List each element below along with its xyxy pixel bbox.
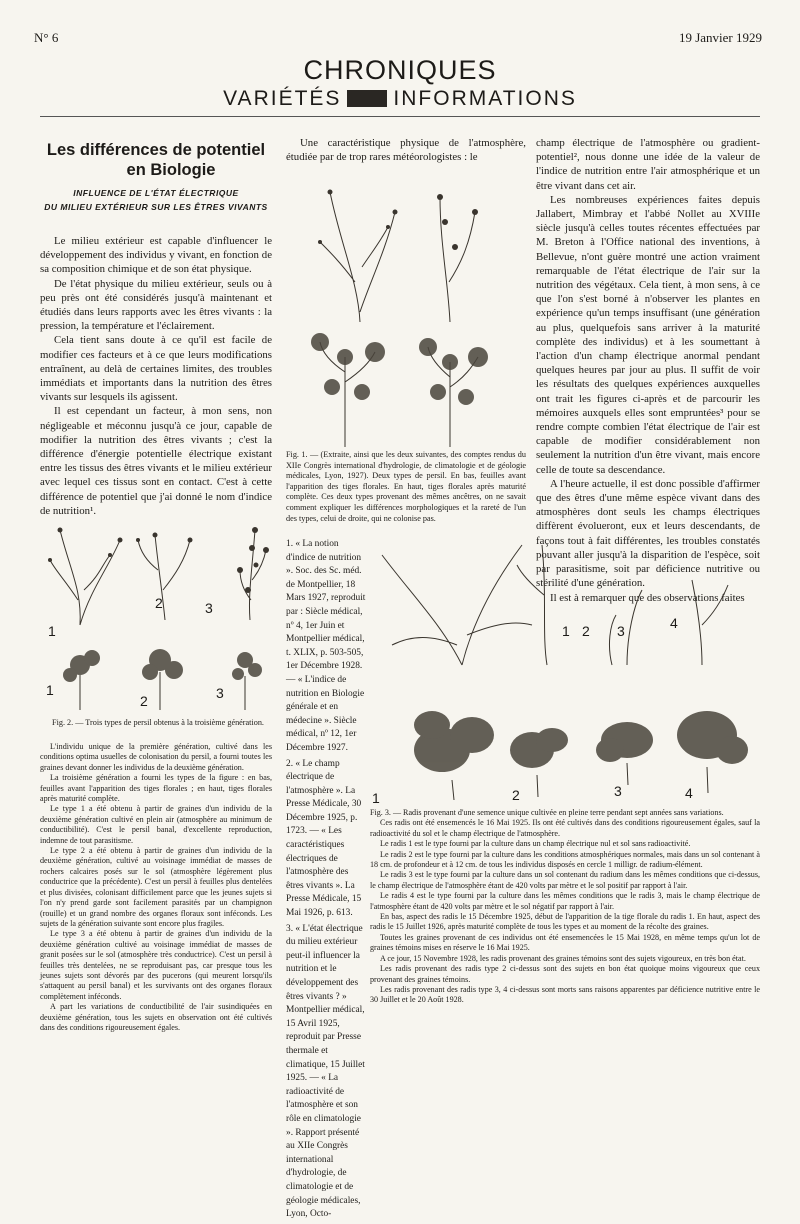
fig3-label: 1 xyxy=(372,790,380,806)
figure-1-caption: Fig. 1. — (Extraite, ainsi que les deux suivantes, des comptes rendus du XIIe Congrès international d'hydrologie, de climatologie et de géologie médicales, Lyon, 1927). Deux types de persil. En bas, feuilles avant l'apparition des tiges florales. En haut, tiges florales après maturité complète. Ces deux types provenant des mêmes ancêtres, on ne savait comment expliquer les différences morphologiques et la rareté de l'un des types, celui de droite, qui ne colonise pas. xyxy=(286,450,526,523)
fig3-paragraph: Les radis provenant des radis type 3, 4 ci-dessus sont morts sans raisons apparentes par déficience nutritive entre le 30 Juillet et le 20 Août 1928. xyxy=(370,984,760,1005)
fig3-paragraph: Toutes les graines provenant de ces individus ont été ensemencées le 15 Mai 1928, en même temps qu'un lot de graines témoins mises en réserve le 16 Mai 1925. xyxy=(370,932,760,953)
col1-small-paragraph: Le type 1 a été obtenu à partir de graines d'un individu de la deuxième génération cultivé en plein air (atmosphère au minimum de conductibilité). C'est le persil banal, d'excellente reproduction, indemne de tout parasitisme. xyxy=(40,804,272,845)
fig3-label: 4 xyxy=(670,615,678,631)
fig2-label: 1 xyxy=(46,682,54,698)
col1-paragraph: Le milieu extérieur est capable d'influencer le développement des individus y vivant, en fonction de sa composition chimique et de son état physique. xyxy=(40,235,272,276)
col1-paragraph: De l'état physique du milieu extérieur, seuls ou à peu près ont été considérés jusqu'à maintenant et étudiés dans leurs rapports avec les êtres vivants : la pression, la température et l'éclairement. xyxy=(40,277,272,333)
col1-body xyxy=(40,234,272,518)
col1-small-paragraph: Le type 2 a été obtenu à partir de graines d'un individu de la deuxième génération, cultivé au voisinage immédiat de masses de rochers calcaires posés sur le sol (atmosphère légèrement plus conductrice que la précédente). C'est un persil à feuilles plus dentelées et plus divisées, colonisant difficilement parce que les jeunes sujets si l'on n'y prend garde sont facilement parasités par un champignon (rouille) et un grand nombre des organes floraux sont inféconds. Les sujets de la génération suivante sont encore plus fragiles. xyxy=(40,846,272,928)
col1-small-text xyxy=(40,742,272,1033)
fig3-label: 1 xyxy=(562,623,570,639)
fig2-label: 2 xyxy=(140,693,148,709)
fig2-label: 2 xyxy=(155,595,163,611)
fig3-label: 4 xyxy=(685,785,693,801)
fig3-paragraph: Le radis 3 est le type fourni par la culture dans un sol contenant du radium dans les mêmes conditions que ci-dessus, le champ électrique de l'atmosphère étant de 420 volts par mètre et le sol positif par rapport à l'air. xyxy=(370,870,760,890)
fig3-paragraph: En bas, aspect des radis le 15 Décembre 1925, début de l'apparition de la tige florale du radis 1. En haut, aspect des radis le 15 Juillet 1926, après maturité complète de tous les types et au moment de la récolte des graines. xyxy=(370,912,760,932)
fig2-label: 3 xyxy=(216,685,224,701)
col3-paragraph: Il est à remarquer que des observations faites xyxy=(550,591,745,604)
fig3-label: 3 xyxy=(614,783,622,799)
fig2-label: 3 xyxy=(205,600,213,616)
fig3-paragraph: Le radis 1 est le type fourni par la culture dans un champ électrique nul et sol sans radioactivité. xyxy=(380,839,691,849)
col1-small-paragraph: Le type 3 a été obtenu à partir de graines d'un individu de la deuxième génération cultivé au voisinage immédiat de masses de granit posées sur le sol (atmosphère très conductrice). C'est un persil à feuilles très dentelées, ne se reproduisant pas, car presque tous les jeunes sujets sont dévorés par des pucerons (qui meurent lorsqu'ils s'attaquent au persil banal) et les survivants ont des organes floraux complètement inféconds. xyxy=(40,929,272,1001)
fig3-label: 3 xyxy=(617,623,625,639)
figure-2-caption: Fig. 2. — Trois types de persil obtenus à la troisième génération. xyxy=(52,718,264,727)
footnotes xyxy=(286,538,366,1224)
figure-3-text xyxy=(370,808,760,1006)
col1-paragraph: Il est cependant un facteur, à mon sens, non négligeable et méconnu jusqu'à ce jour, capable de modifier la nutrition des êtres vivants ; c'est la différence d'énergie potentielle électrique existant entre les tissus des êtres vivants et le milieu extérieur avec lequel ces tissus sont en contact. C'est à cette différence de potentiel que j'ai donné le nom d'indice de nutrition¹. xyxy=(40,405,272,517)
article-title-line1: Les différences de potentiel xyxy=(46,141,266,159)
fig3-label: 2 xyxy=(582,623,590,639)
article-kicker-line2: DU MILIEU EXTÉRIEUR SUR LES ÊTRES VIVANTS xyxy=(44,202,268,212)
col2-intro-paragraph: Une caractéristique physique de l'atmosphère, étudiée par de trop rares météorologistes : le xyxy=(286,137,526,164)
masthead-subtitle xyxy=(0,87,800,111)
masthead-emblem-icon xyxy=(347,90,387,107)
col3-paragraph: champ électrique de l'atmosphère ou gradient-potentiel², nous donne une idée de la valeur de l'indice de nutrition entre l'air atmosphérique et un être vivant dans cet air. xyxy=(536,137,760,192)
figure-3-illustration xyxy=(372,535,760,805)
fig3-paragraph: Les radis provenant des radis type 2 ci-dessus sont des sujets en bon état quoique moins vigoureux que ceux provenant des graines témoins. xyxy=(370,964,760,984)
masthead-title: CHRONIQUES xyxy=(303,55,497,85)
col2-intro xyxy=(286,136,526,164)
figure-1-illustration xyxy=(300,172,520,447)
fig3-paragraph: Le radis 2 est le type fourni par la culture dans les conditions atmosphériques normales, mais dans un sol contenant à 18 cm. de profondeur et à 12 cm. de tous les individus disposés en cercle 1 milligr. de radium-élément. xyxy=(370,849,760,870)
masthead-right: INFORMATIONS xyxy=(393,87,577,110)
col1-small-paragraph: A part les variations de conductibilité de l'air susindiquées en deuxième génération, tous les sujets en observation ont été cultivés dans des conditions rigoureusement égales. xyxy=(40,1002,272,1032)
masthead-rule xyxy=(40,116,760,117)
article-title-block xyxy=(40,140,272,214)
figure-3-caption: Fig. 3. — Radis provenant d'une semence unique cultivée en pleine terre pendant sept années sans variations. xyxy=(370,808,724,817)
fig3-paragraph: A ce jour, 15 Novembre 1928, les radis provenant des graines témoins sont des sujets vigoureux, en très bon état. xyxy=(380,953,746,963)
article-kicker-line1: INFLUENCE DE L'ÉTAT ÉLECTRIQUE xyxy=(73,188,239,198)
fig3-paragraph: Le radis 4 est le type fourni par la culture dans les mêmes conditions que le radis 3, mais le champ électrique de l'atmosphère étant de 420 volts par mètre et le sol négatif par rapport à l'air. xyxy=(370,891,760,911)
masthead-left: VARIÉTÉS xyxy=(223,87,342,110)
figure-3-drawing xyxy=(372,535,760,805)
col3-paragraph: Les nombreuses expériences faites depuis Jallabert, Mimbray et l'abbé Nollet au XVIIIe siècle jusqu'à celles toutes récentes effectuées par M. Breton à l'Office national des inventions, à Bellevue, n'ont guère montré une action vraiment remarquable de l'état électrique de l'air sur la nutrition des végétaux. Cela tient, à mon sens, à ce que l'on s'est borné à n'observer les plantes en expérience qu'un temps insuffisant (une génération au plus, quelquefois sans arriver à la maturité complète des individus) et à les soumettant à l'action d'un champ électrique anormal pendant quelques heures par jour au plus. Il suffit de voir les résultats des quelques expériences auxquelles ont trait les figures ci-après et de parcourir les mémoires auxquels elles sont empruntées³ pour se rendre compte combien l'état électrique de l'air est capable de modifier considérablement non seulement la nutrition d'un être vivant, mais encore celle de toute sa descendance. xyxy=(536,193,760,476)
col1-paragraph: Cela tient sans doute à ce qu'il est facile de modifier ces facteurs et à ce que leurs modifications entraînent, au delà de certaines limites, des troubles immédiats et importants dans la nutrition des êtres vivants sur lesquels ils agissent. xyxy=(40,334,272,404)
figure-1-drawing xyxy=(300,172,520,447)
fig2-label: 1 xyxy=(48,623,56,639)
figure-2-drawing xyxy=(40,510,280,715)
issue-date: 19 Janvier 1929 xyxy=(678,30,762,45)
figure-2-illustration xyxy=(40,510,280,715)
fig3-label: 2 xyxy=(512,787,520,803)
footnote: 3. « L'état électrique du milieu extérieur peut-il influencer la nutrition et le développement des êtres vivants ? » Montpellier médical, 15 Avril 1925, reproduit par Presse thermale et climatique, 15 Juillet 1925. — « La radioactivité de l'atmosphère et son rôle en climatologie ». Rapport présenté au XIIe Congrès international d'hydrologie, de climatologie et de géologie médicales, Lyon, Octo- xyxy=(286,923,365,1220)
fig3-paragraph: Ces radis ont été ensemencés le 16 Mai 1925. Ils ont été cultivés dans des conditions rigoureusement égales, sauf la radioactivité du sol et le champ électrique de l'atmosphère. xyxy=(370,818,760,838)
col1-small-paragraph: La troisième génération a fourni les types de la figure : en bas, feuilles avant l'apparition des tiges florales ; en haut, tiges florales après maturité complète. xyxy=(40,773,272,804)
col3-paragraph: A l'heure actuelle, il est donc possible d'affirmer que des êtres d'une même espèce vivant dans des atmosphères dont seuls les champs électriques diffèrent évolueront, eux et leurs descendants, de façons tout à fait différentes, les troubles constatés pouvant aller jusqu'à la disparition de l'espèce, soit par parasitisme, soit par déficience nutritive ou stérilité d'une génération. xyxy=(536,477,760,590)
footnote: 2. « Le champ électrique de l'atmosphère ». La Presse Médicale, 30 Décembre 1925, p. 1723. — « Les caractéristiques électriques de l'atmosphère des êtres vivants ». La Presse Médicale, 15 Mai 1926, p. 613. xyxy=(286,758,362,919)
col1-small-paragraph: L'individu unique de la première génération, cultivé dans les conditions optima usuelles de colonisation du persil, a fourni toutes les graines devant donner les individus de la deuxième génération. xyxy=(40,742,272,772)
issue-number: N° 6 xyxy=(34,30,59,45)
footnote: 1. « La notion d'indice de nutrition ». Soc. des Sc. méd. de Montpellier, 18 Mars 1927, reproduit par : Siècle médical, nº 4, 1er Juin et Montpellier médical, t. XLIX, p. 503-505, 1er Décembre 1928. — « L'indice de nutrition en Biologie générale et en médecine ». Siècle médical, nº 12, 1er Décembre 1927. xyxy=(286,539,366,753)
article-title-line2: en Biologie xyxy=(126,161,216,179)
